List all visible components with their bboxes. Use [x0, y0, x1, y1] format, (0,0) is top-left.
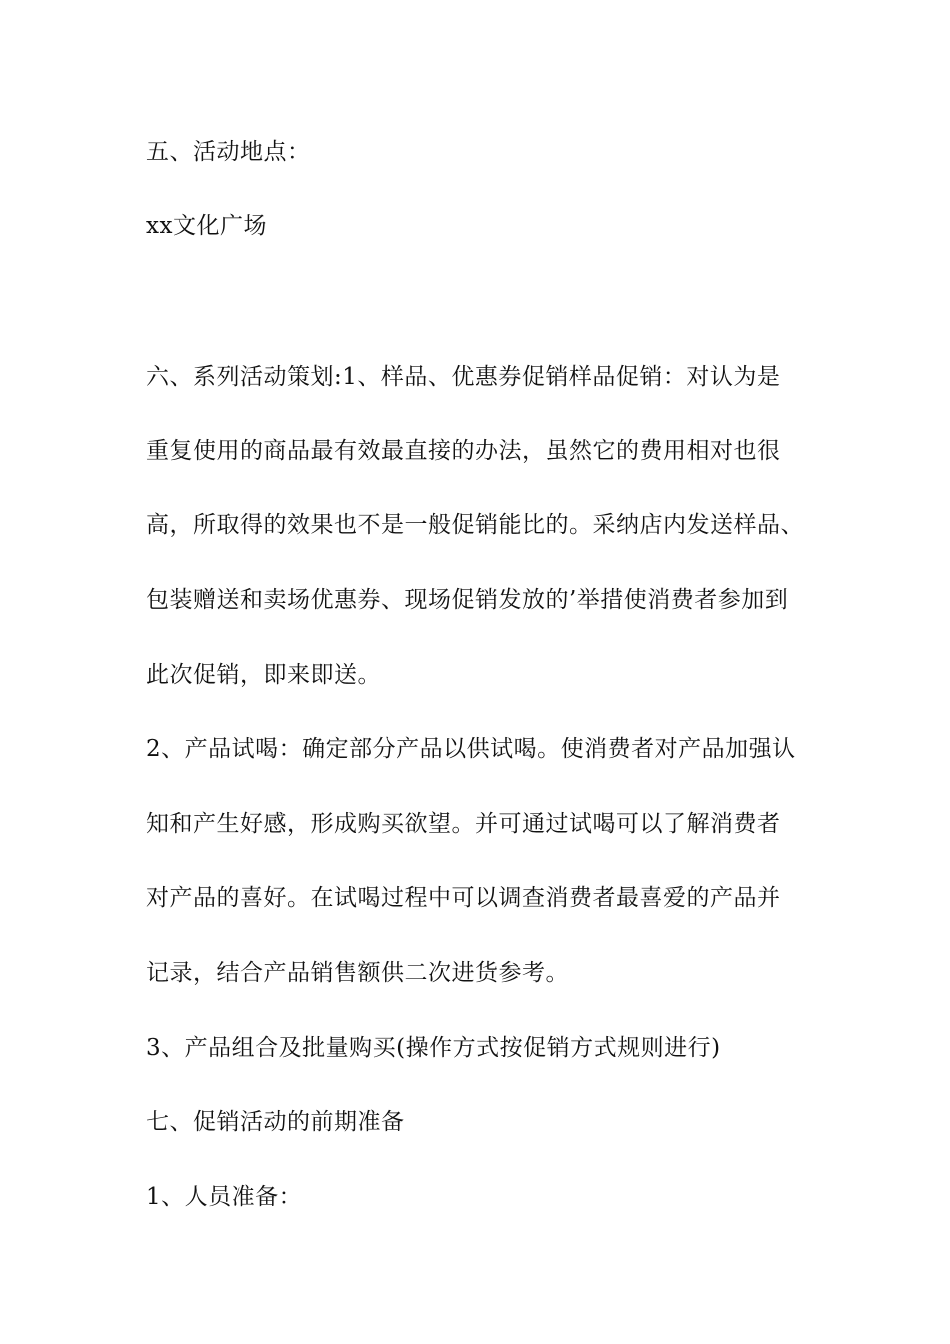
paragraph-line: 对产品的喜好。在试喝过程中可以调查消费者最喜爱的产品并 — [146, 885, 781, 911]
list-item-bundle: 3、产品组合及批量购买(操作方式按促销方式规则进行) — [146, 1035, 721, 1061]
paragraph-line: 包装赠送和卖场优惠券、现场促销发放的’举措使消费者参加到 — [146, 587, 789, 613]
section-heading-venue: 五、活动地点： — [146, 139, 311, 165]
section-heading-preparation: 七、促销活动的前期准备 — [146, 1109, 405, 1135]
list-item-tasting: 2、产品试喝：确定部分产品以供试喝。使消费者对产品加强认 — [146, 736, 796, 762]
paragraph-line: 此次促销，即来即送。 — [146, 662, 381, 688]
venue-text: xx文化广场 — [146, 213, 267, 239]
paragraph-line: 记录，结合产品销售额供二次进货参考。 — [146, 960, 569, 986]
paragraph-line: 高，所取得的效果也不是一般促销能比的。采纳店内发送样品、 — [146, 512, 804, 538]
section-heading-activities: 六、系列活动策划:1、样品、优惠券促销样品促销：对认为是 — [146, 364, 781, 390]
paragraph-line: 重复使用的商品最有效最直接的办法，虽然它的费用相对也很 — [146, 438, 781, 464]
paragraph-line: 知和产生好感，形成购买欲望。并可通过试喝可以了解消费者 — [146, 811, 781, 837]
list-item-staff: 1、人员准备： — [146, 1184, 303, 1210]
